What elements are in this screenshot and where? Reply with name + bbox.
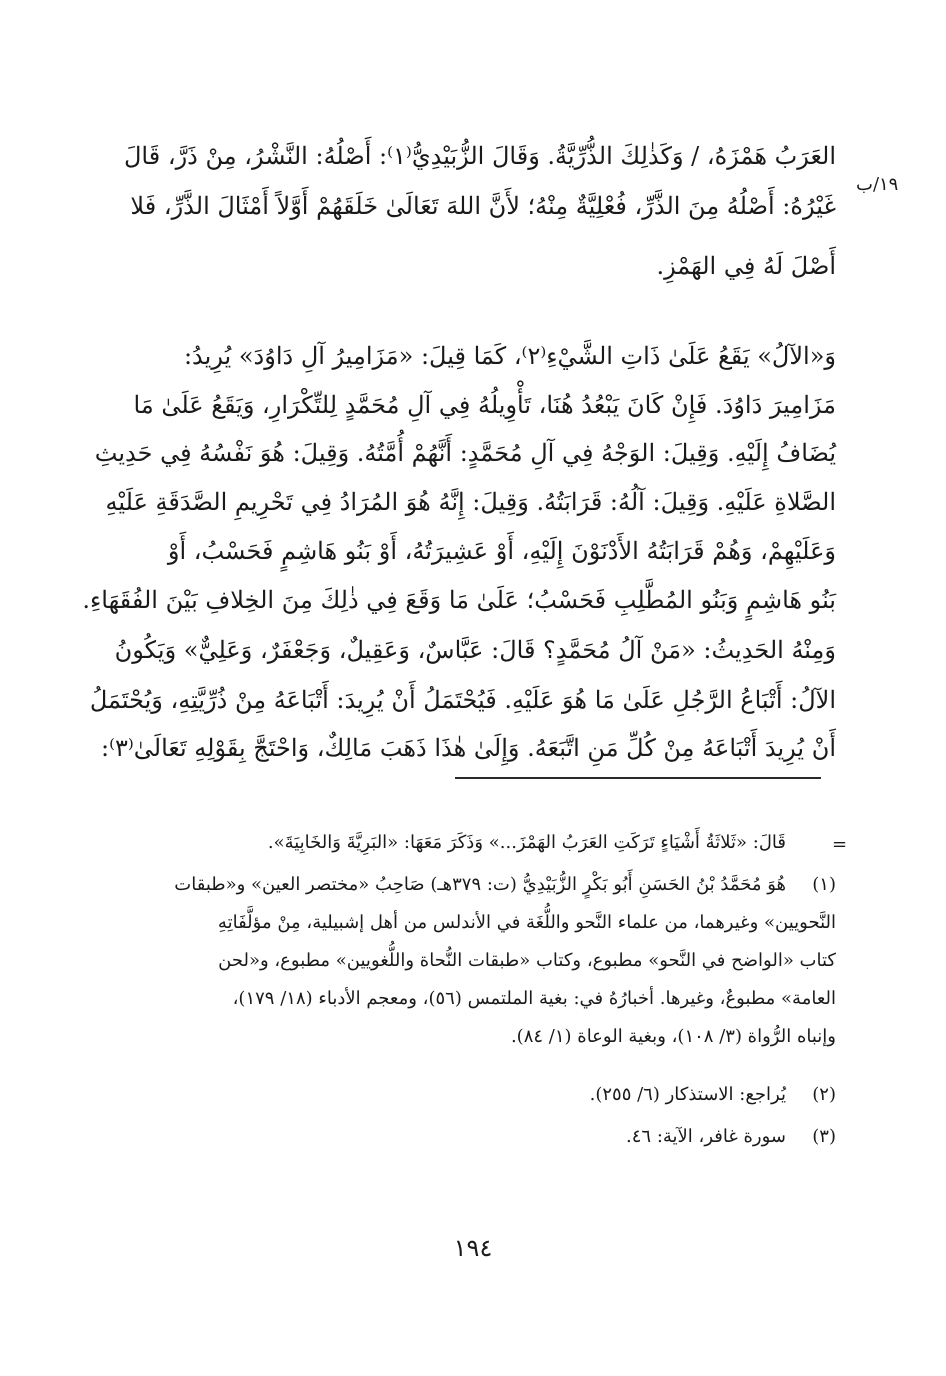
footnote-1-line-3: كتاب «الواضح في النَّحو» مطبوع، وكتاب «طبقات النُّحاة واللُّغويين» مطبوع، و«لحن: [218, 950, 836, 971]
manuscript-folio-marker: ١٩/ب: [856, 174, 899, 195]
paragraph2-line-5: وَعَلَيْهِمْ، وَهُمْ قَرَابَتُهُ الأَدْنَوْنَ إِلَيْهِ، أَوْ عَشِيرَتُهُ، أَوْ بَنُو هَاشِمٍ فَحَسْبُ، أَوْ: [167, 537, 836, 565]
paragraph2-line-9: أَنْ يُرِيدَ أَتْبَاعَهُ مِنْ كُلِّ مَنِ اتَّبَعَهُ. وَإِلَىٰ هٰذَا ذَهَبَ مَالِكٌ، وَاحْتَجَّ بِقَوْلِهِ تَعَالَىٰ⁽٣⁾:: [100, 734, 836, 762]
paragraph1-line-2: غَيْرُهُ: أَصْلُهُ مِنَ الذَّرِّ، فُعْلِيَّةٌ مِنْهُ؛ لأَنَّ اللهَ تَعَالَىٰ خَلَقَهُمْ أَوَّلاً أَمْثَالَ الذَّرِّ، فَلا: [130, 192, 836, 220]
footnote-continuation-text: قَالَ: «ثَلاثَةُ أَشْيَاءٍ تَرَكَتِ العَرَبُ الهَمْزَ...» وَذَكَرَ مَعَهَا: «البَرِيَّةَ وَالخَابِيَةَ».: [267, 832, 786, 853]
paragraph2-line-2: مَزَامِيرَ دَاوُدَ. فَإِنْ كَانَ يَبْعُدُ هُنَا، تَأْوِيلُهُ فِي آلِ مُحَمَّدٍ لِلتِّكْرَارِ، وَيَقَعُ عَلَىٰ مَا: [133, 391, 836, 419]
paragraph1-line-1: العَرَبُ هَمْزَهُ، / وَكَذٰلِكَ الذُّرِّيَّةُ. وَقَالَ الزُّبَيْدِيُّ⁽١⁾: أَصْلُهُ: النَّشْرُ، مِنْ ذَرَّ، قَالَ: [123, 142, 836, 170]
paragraph2-line-8: الآلُ: أَتْبَاعُ الرَّجُلِ عَلَىٰ مَا هُوَ عَلَيْهِ. فَيُحْتَمَلُ أَنْ يُرِيدَ: أَتْبَاعَهُ مِنْ ذُرِّيَّتِهِ، وَيُحْتَمَلُ: [89, 686, 836, 714]
paragraph1-line-3: أَصْلَ لَهُ فِي الهَمْزِ.: [656, 252, 836, 280]
footnote-continuation-mark: =: [832, 834, 848, 855]
footnote-1-line-4: العامة» مطبوعٌ، وغيرها. أخبارُهُ في: بغية الملتمس (٥٦)، ومعجم الأدباء (١٨/ ١٧٩)،: [232, 988, 836, 1009]
footnote-1-number: (١): [812, 874, 836, 895]
footnote-separator-rule: [455, 777, 821, 779]
footnote-2-line-1: يُراجع: الاستذكار (٦/ ٢٥٥).: [589, 1084, 786, 1105]
paragraph2-line-1: وَ«الآلُ» يَقَعُ عَلَىٰ ذَاتِ الشَّيْءِ⁽٢⁾، كَمَا قِيلَ: «مَزَامِيرُ آلِ دَاوُدَ» يُرِيدُ:: [183, 342, 836, 370]
footnote-3-number: (٣): [812, 1126, 836, 1147]
footnote-2-number: (٢): [812, 1084, 836, 1105]
paragraph2-line-6: بَنُو هَاشِمٍ وَبَنُو المُطَّلِبِ فَحَسْبُ؛ عَلَىٰ مَا وَقَعَ فِي ذٰلِكَ مِنَ الخِلافِ بَيْنَ الفُقَهَاءِ.: [82, 586, 836, 614]
footnote-1-line-5: وإنباه الرُّواة (٣/ ١٠٨)، وبغية الوعاة (١/ ٨٤).: [510, 1026, 836, 1047]
footnote-1-line-2: النَّحويين» وغيرهما، من علماء النَّحو واللُّغَة في الأندلس من أهل إشبيلية، مِنْ مؤلَّفَاتِهِ: [217, 912, 836, 933]
paragraph2-line-7: وَمِنْهُ الحَدِيثُ: «مَنْ آلُ مُحَمَّدٍ؟ قَالَ: عَبَّاسٌ، وَعَقِيلٌ، وَجَعْفَرٌ، وَعَلِيٌّ» وَيَكُونُ: [114, 636, 836, 664]
footnote-1-line-1: هُوَ مُحَمَّدُ بْنُ الحَسَنِ أَبُو بَكْرٍ الزُّبَيْدِيُّ (ت: ٣٧٩هـ) صَاحِبُ «مختصر العين» و«طبقات: [174, 874, 786, 895]
page-number: ١٩٤: [453, 1234, 493, 1262]
paragraph2-line-4: الصَّلاةِ عَلَيْهِ. وَقِيلَ: آلُهُ: قَرَابَتُهُ. وَقِيلَ: إِنَّهُ هُوَ المُرَادُ فِي تَحْرِيمِ الصَّدَقَةِ عَلَيْهِ: [105, 488, 836, 516]
paragraph2-line-3: يُضَافُ إِلَيْهِ. وَقِيلَ: الوَجْهُ فِي آلِ مُحَمَّدٍ: أَنَّهُمْ أُمَّتُهُ. وَقِيلَ: هُوَ نَفْسُهُ فِي حَدِيثِ: [94, 439, 836, 467]
footnote-3-line-1: سورة غافر، الآية: ٤٦.: [626, 1126, 786, 1147]
